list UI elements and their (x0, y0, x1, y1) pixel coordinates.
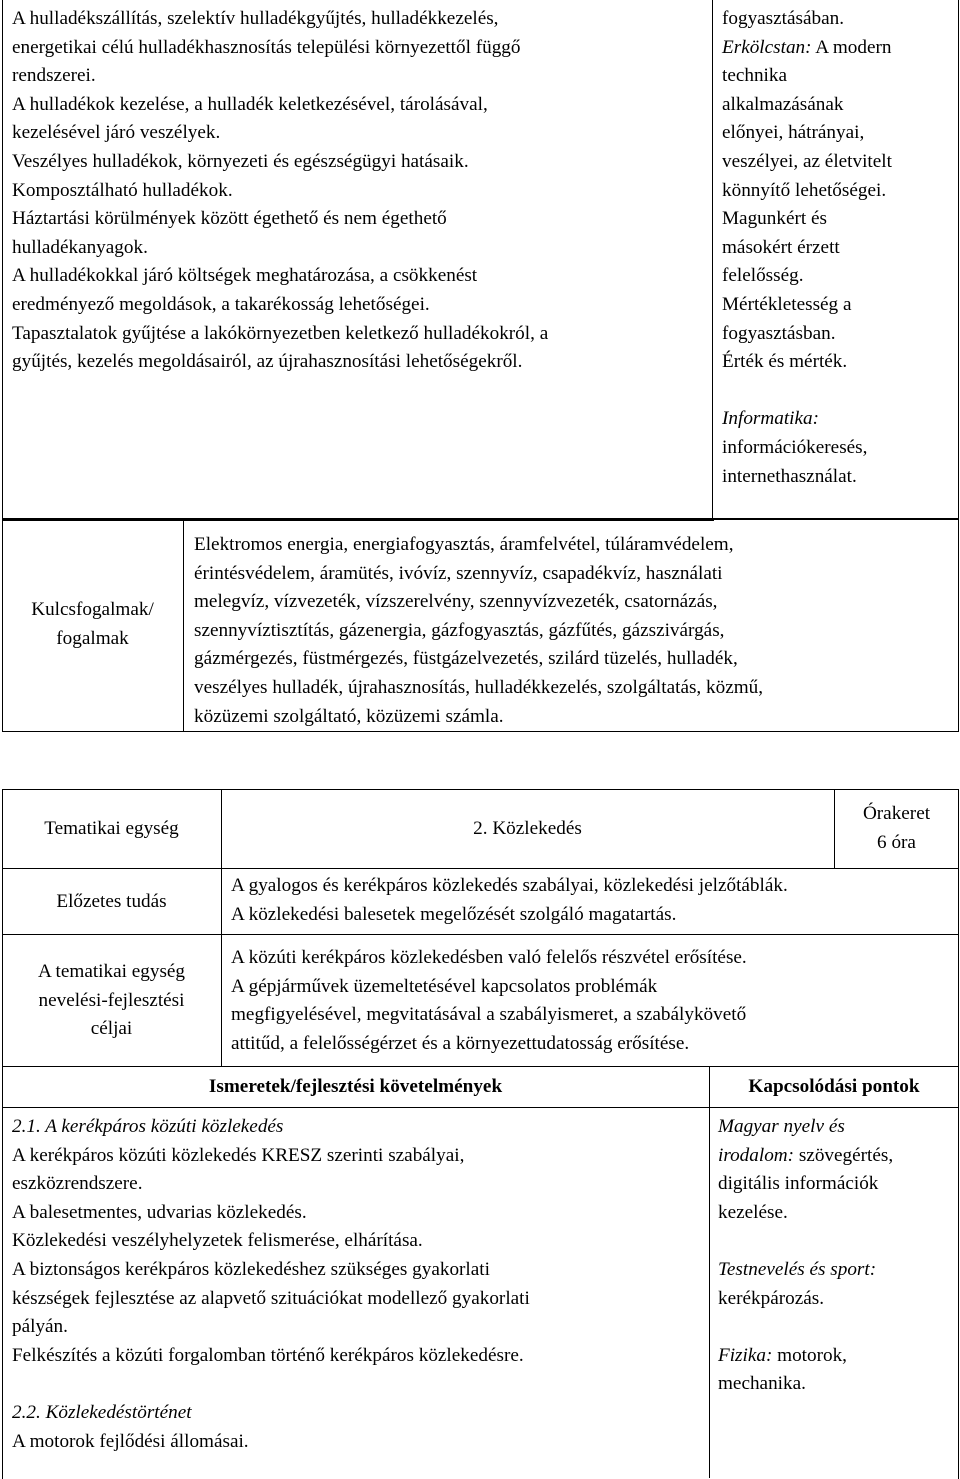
spacer-line (12, 1370, 530, 1399)
text-line: eszközrendszere. (12, 1173, 143, 1195)
text-line: A balesetmentes, udvarias közlekedés. (12, 1201, 307, 1223)
label-line: céljai (90, 1018, 133, 1040)
text-line: gázmérgezés, füstmérgezés, füstgázelvezetés, szilárd tüzelés, hulladék, (194, 648, 738, 670)
fizika-text: motorok, (777, 1344, 847, 1366)
label-line: Kulcsfogalmak/ (31, 599, 154, 621)
text-line: előnyei, hátrányai, (722, 122, 865, 144)
text-line: könnyítő lehetőségei. (722, 179, 887, 201)
magyar-line (718, 1142, 893, 1171)
informatika-label: Informatika: (722, 408, 819, 430)
celjai-content (231, 944, 747, 1058)
text-line: Közlekedési veszélyhelyzetek felismerése, elhárítása. (12, 1230, 423, 1252)
orakeret-label: Órakeret (862, 803, 931, 825)
text-line: A közlekedési balesetek megelőzését szolgáló magatartás. (231, 903, 677, 925)
celjai-label (2, 935, 221, 1067)
kulcsfogalmak-divider (183, 518, 184, 732)
text-line: Magunkért és (722, 208, 827, 230)
label-line: nevelési-fejlesztési (38, 989, 185, 1011)
unit-title-text: 2. Közlekedés (473, 817, 582, 839)
elozetes-tudas-content (231, 872, 788, 929)
fizika-line (718, 1342, 893, 1371)
text-line: felelősség. (722, 265, 804, 287)
text-line: A motorok fejlődési állomásai. (12, 1430, 249, 1452)
text-line: fogyasztásában. (722, 8, 845, 29)
erkolcstan-line (722, 34, 892, 63)
text-line: rendszerei. (12, 65, 96, 87)
text-line: gyűjtés, kezelés megoldásairól, az újrahasznosítási lehetőségekről. (12, 351, 523, 373)
kapcsolodasi-header (709, 1067, 959, 1107)
text-line: Mértékletesség a (722, 293, 852, 315)
text-line: veszélyei, az életvitelt (722, 150, 892, 172)
text-line: készségek fejlesztése az alapvető szituációkat modellező gyakorlati (12, 1287, 530, 1309)
text-line: mechanika. (718, 1373, 806, 1395)
elozetes-tudas-text: Előzetes tudás (56, 890, 167, 912)
erkolcstan-label: Erkölcstan: (722, 36, 812, 58)
text-line: fogyasztásban. (722, 322, 836, 344)
ismeretek-content (12, 1113, 530, 1456)
ismeretek-header (2, 1067, 709, 1107)
erkolcstan-first: A modern (815, 36, 892, 58)
text-line: Érték és mérték. (722, 351, 848, 373)
magyar-text: szövegértés, (798, 1144, 894, 1166)
testneveles-label: Testnevelés és sport: (718, 1258, 877, 1280)
text-line: kezelése. (718, 1201, 788, 1223)
content-divider (709, 1066, 710, 1478)
magyar-label: Magyar nyelv és (718, 1116, 845, 1137)
text-line: közüzemi szolgáltató, közüzemi számla. (194, 705, 504, 727)
magyar-label-2: irodalom: (718, 1144, 795, 1166)
text-line: melegvíz, vízvezeték, vízszerelvény, szennyvízvezeték, csatornázás, (194, 591, 718, 613)
text-line: A gyalogos és kerékpáros közlekedés szabályai, közlekedési jelzőtáblák. (231, 875, 788, 896)
ismeretek-header-text: Ismeretek/fejlesztési követelmények (208, 1075, 503, 1097)
text-line: A hulladékszállítás, szelektív hulladékgyűjtés, hulladékkezelés, (12, 8, 499, 29)
text-line: veszélyes hulladék, újrahasznosítás, hulladékkezelés, szolgáltatás, közmű, (194, 676, 764, 698)
text-line: technika (722, 65, 787, 87)
text-line: Veszélyes hulladékok, környezeti és egészségügyi hatásaik. (12, 150, 469, 172)
content-header-bottom (2, 1107, 959, 1108)
text-line: internethasználat. (722, 465, 857, 487)
text-line: pályán. (12, 1316, 68, 1338)
section-title: 2.2. Közlekedéstörténet (12, 1401, 192, 1423)
spacer-line (718, 1227, 893, 1256)
top-right-cell-text (722, 5, 892, 491)
text-line: A közúti kerékpáros közlekedésben való felelős részvétel erősítése. (231, 947, 747, 968)
text-line: A hulladékokkal járó költségek meghatározása, a csökkenést (12, 265, 478, 287)
tematikai-egyseg-label (2, 789, 221, 869)
kapcsolodasi-header-text: Kapcsolódási pontok (748, 1075, 920, 1097)
text-line: Tapasztalatok gyűjtése a lakókörnyezetben keletkező hulladékokról, a (12, 322, 549, 344)
text-line: eredményező megoldások, a takarékosság lehetőségei. (12, 293, 430, 315)
tematikai-egyseg-text: Tematikai egység (44, 817, 179, 839)
text-line: A hulladékok kezelése, a hulladék keletkezésével, tárolásával, (12, 93, 488, 115)
elozetes-tudas-label (2, 869, 221, 935)
text-line: Komposztálható hulladékok. (12, 179, 233, 201)
text-line: megfigyelésével, megvitatásával a szabályismeret, a szabálykövető (231, 1004, 747, 1026)
text-line: attitűd, a felelősségérzet és a környezettudatosság erősítése. (231, 1032, 690, 1054)
text-line: A kerékpáros közúti közlekedés KRESZ szerinti szabályai, (12, 1144, 465, 1166)
text-line: energetikai célú hulladékhasznosítás települési környezettől függő (12, 36, 521, 58)
text-line: szennyvíztisztítás, gázenergia, gázfogyasztás, gázfűtés, gázszivárgás, (194, 619, 725, 641)
text-line: hulladékanyagok. (12, 236, 148, 258)
top-column-divider (712, 0, 713, 520)
text-line: másokért érzett (722, 236, 840, 258)
section-title: 2.1. A kerékpáros közúti közlekedés (12, 1116, 284, 1137)
kulcsfogalmak-label (2, 518, 183, 732)
unit-title (221, 789, 834, 869)
fizika-label: Fizika: (718, 1344, 773, 1366)
text-line: kezelésével járó veszélyek. (12, 122, 221, 144)
orakeret-value: 6 óra (877, 832, 916, 853)
text-line: digitális információk (718, 1173, 879, 1195)
text-line: Felkészítés a közúti forgalomban történő kerékpáros közlekedésre. (12, 1344, 524, 1366)
text-line: Elektromos energia, energiafogyasztás, áramfelvétel, túláramvédelem, (194, 534, 734, 555)
orakeret-cell (834, 789, 959, 869)
testneveles-text: kerékpározás. (718, 1287, 824, 1309)
text-line: információkeresés, (722, 436, 868, 458)
text-line: alkalmazásának (722, 93, 844, 115)
kulcsfogalmak-text (194, 531, 763, 731)
spacer-line (718, 1313, 893, 1342)
text-line: érintésvédelem, áramütés, ivóvíz, szennyvíz, csapadékvíz, használati (194, 562, 723, 584)
label-line: A tematikai egység (37, 961, 186, 983)
kapcsolodasi-content (718, 1113, 893, 1399)
text-line: A gépjárművek üzemeltetésével kapcsolatos problémák (231, 975, 658, 997)
label-line: fogalmak (56, 628, 129, 649)
text-line: Háztartási körülmények között égethető és nem égethető (12, 208, 447, 230)
text-line: A biztonságos kerékpáros közlekedéshez szükséges gyakorlati (12, 1258, 490, 1280)
top-left-cell-text (12, 5, 548, 377)
spacer-line (722, 377, 892, 406)
